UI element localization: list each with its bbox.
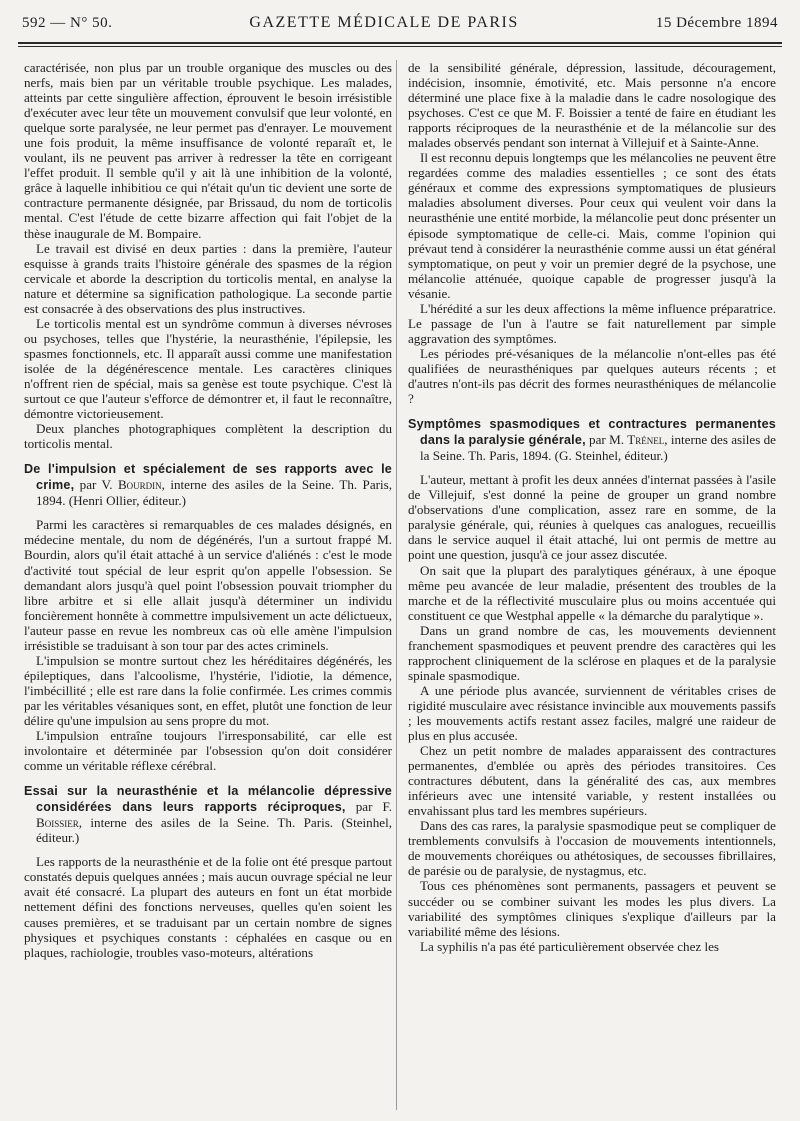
review-author: Boissier xyxy=(36,815,79,831)
paragraph: L'auteur, mettant à profit les deux années d'internat passées à l'asile de Villejuif, s'est donné la peine de grouper un grand nombre d'observations d'une complication, assez rare en somme, de la paralysie générale, qui, réunies à quelques cas analogues, recueillis dans le service auquel il était attaché, lui ont permis de mettre au point une question, jusqu'à ce jour assez discutée. xyxy=(408,472,776,563)
paragraph: Les rapports de la neurasthénie et de la folie ont été presque partout constatés depuis quelques années ; mais aucun ouvrage spécial ne leur avait été consacré. La plupart des auteurs en font un état morbide nettement défini des fonctions nerveuses, quelles qu'en soient les causes premières, et se traduisant par un certain nombre de signes physiques et psychiques constants : céphalées en casque ou en plaques, rachiologie, troubles vaso-moteurs, altérations xyxy=(24,854,392,960)
page-header xyxy=(22,14,778,36)
review-author: Trénel xyxy=(627,432,665,448)
paragraph: de la sensibilité générale, dépression, lassitude, découragement, indécision, insomnie, émotivité, etc. Mais personne n'a encore déterminé une place fixe à la maladie dans le cadre nosologique des psychoses. C'est ce que M. F. Boissier a tenté de faire en étudiant les rapports réciproques de la neurasthénie et de la mélancolie sur des malades observés pendant son internat à Villejuif et à Sainte-Anne. xyxy=(408,60,776,151)
paragraph: Chez un petit nombre de malades apparaissent des contractures permanentes, d'emblée ou après des périodes transitoires. Ces contractures débutent, dans la généralité des cas, aux membres inférieurs avec une intensité variable, y restent installées ou envahissant plus tard les membres supérieurs. xyxy=(408,743,776,819)
review-heading xyxy=(24,783,392,845)
paragraph: Tous ces phénomènes sont permanents, passagers et peuvent se succéder ou se combiner suivant les modes les plus divers. La variabilité des symptômes cliniques s'explique d'ailleurs par la variabilité même des lésions. xyxy=(408,878,776,939)
review-by: par F. xyxy=(345,799,392,815)
review-by: par M. xyxy=(585,432,628,448)
review-by: par V. xyxy=(74,477,118,493)
page-number: 592 — N° 50. xyxy=(22,15,113,31)
paragraph: On sait que la plupart des paralytiques généraux, à une époque même peu avancée de leur maladie, présentent des troubles de la marche et de la réflectivité musculaire plus ou moins accentuée qui constituent ce que Westphal appelle « la démarche du paralytique ». xyxy=(408,562,776,623)
review-entry xyxy=(24,783,392,960)
review-title: De l'impulsion et spécialement de ses rapports avec le crime, xyxy=(24,462,392,493)
paragraph: L'hérédité a sur les deux affections la même influence préparatrice. Le passage de l'un à l'autre se fait naturellement par simple aggravation des symptômes. xyxy=(408,300,776,346)
review-title: Symptômes spasmodiques et contractures permanentes dans la paralysie générale, xyxy=(408,417,776,448)
paragraph: Deux planches photographiques complètent la description du torticolis mental. xyxy=(24,421,392,452)
review-details: , interne des asiles de la Seine. Th. Paris. (Steinhel, éditeur.) xyxy=(36,815,392,846)
paragraph: L'impulsion se montre surtout chez les héréditaires dégénérés, les épileptiques, dans l'alcoolisme, l'hystérie, l'idiotie, la démence, l'imbécillité ; elle est rare dans la folie confirmée. Les crimes commis par les véritables vésaniques sont, en effet, plutôt une fonction de leur délire qu'une impulsion au sens propre du mot. xyxy=(24,652,392,728)
paragraph: Dans des cas rares, la paralysie spasmodique peut se compliquer de tremblements convulsifs à l'occasion de mouvements intentionnels, de mouvements choréiques ou athétosiques, de secousses fibrillaires, de parésie ou de paralysie, de nystagmus, etc. xyxy=(408,818,776,879)
paragraph: Le travail est divisé en deux parties : dans la première, l'auteur esquisse à grands traits l'histoire générale des spasmes de la région cervicale et aborde la description du torticolis mental, en analyse la nature et détermine sa signification pathologique. La seconde partie est consacrée à des observations des plus instructives. xyxy=(24,240,392,316)
review-entry xyxy=(24,461,392,773)
paragraph: Parmi les caractères si remarquables de ces malades désignés, en médecine mentale, du nom de dégénérés, l'un a surtout frappé M. Bourdin, alors qu'il était attaché à un service d'aliénés : c'est le mode d'activité tout spécial de leur esprit qu'on appelle l'obsession. Se demandant alors jusqu'à quel point l'obsession pouvait triompher du libre arbitre et si elle allait jusqu'à déterminer un individu foncièrement honnête à commettre impulsivement un acte délictueux, l'auteur passe en revue les nombreux cas où elle amène l'impulsion irrésistible se traduisant à son tour par des actes criminels. xyxy=(24,517,392,653)
paragraph: Dans un grand nombre de cas, les mouvements deviennent franchement spasmodiques et peuvent prendre des caractères qui les rapprochent cliniquement de la sclérose en plaques et de la paralysie spinale spasmodique. xyxy=(408,622,776,683)
paragraph: L'impulsion entraîne toujours l'irresponsabilité, car elle est involontaire et déterminée par l'obsession qu'on doit considérer comme un véritable réflexe cérébral. xyxy=(24,728,392,774)
paragraph: caractérisée, non plus par un trouble organique des muscles ou des nerfs, mais bien par un véritable trouble psychique. Les malades, atteints par cette singulière affection, éprouvent le besoin irrésistible d'exécuter avec leur tête un mouvement convulsif que leur volonté, en quelque sorte paralysée, ne leur permet pas d'enrayer. Le mouvement une fois produit, la même insuffisance de volonté reparaît et, le voulant, ils ne peuvent pas arriver à redresser la tête en corrigeant l'effet produit. Il semble qu'il y ait là une inhibition de la volonté, grâce à laquelle inhibitiou ce qui n'était qu'un tic devient une sorte de contracture permanente désignée, par Brissaud, du nom de torticolis mental. C'est l'étude de cette bizarre affection qui fait l'objet de la thèse inaugurale de M. Bompaire. xyxy=(24,60,392,241)
header-rule-thin xyxy=(18,46,782,47)
journal-title: GAZETTE MÉDICALE DE PARIS xyxy=(249,14,519,31)
review-entry xyxy=(408,416,776,954)
review-details: , interne des asiles de la Seine. Th. Paris, 1894. (G. Steinhel, éditeur.) xyxy=(420,432,776,464)
right-column xyxy=(408,60,776,1112)
review-author: Bourdin xyxy=(117,477,162,493)
column-divider xyxy=(396,60,397,1110)
review-details: , interne des asiles de la Seine. Th. Paris, 1894. (Henri Ollier, éditeur.) xyxy=(36,477,392,509)
review-heading xyxy=(24,461,392,508)
left-column xyxy=(24,60,392,1112)
paragraph: Il est reconnu depuis longtemps que les mélancolies ne peuvent être regardées comme des maladies essentielles ; ce sont des états généraux et comme des expressions symptomatiques de plusieurs maladies absolument diverses. Pour ceux qui veulent voir dans la neurasthénie une entité morbide, la mélancolie peut donc présenter un épisode symptomatique de celle-ci. Mais, comme l'opinion qui prévaut tend à considérer la neurasthénie comme aussi un état général symptomatique, on peut y voir un premier degré de la psychose, une mélancolie atténuée, quoique capable de progresser jusqu'à la vésanie. xyxy=(408,150,776,301)
header-rule xyxy=(18,42,782,44)
paragraph: La syphilis n'a pas été particulièrement observée chez les xyxy=(420,938,720,954)
paragraph: A une période plus avancée, surviennent de véritables crises de rigidité musculaire avec résistance invincible aux mouvements passifs ; les mouvements actifs restant assez faciles, malgré une raideur de plus en plus accusée. xyxy=(408,682,776,744)
review-title: Essai sur la neurasthénie et la mélancolie dépressive considérées dans leurs rapports réciproques, xyxy=(24,784,392,815)
review-heading xyxy=(408,416,776,463)
paragraph: Les périodes pré-vésaniques de la mélancolie n'ont-elles pas été qualifiées de neurasthéniques par quelques auteurs récents ; et d'autres n'ont-ils pas décrit des formes neurasthéniques de mélancolie ? xyxy=(408,345,776,407)
issue-date: 15 Décembre 1894 xyxy=(655,15,778,31)
paragraph: Le torticolis mental est un syndrôme commun à diverses névroses ou psychoses, telles que l'hystérie, la neurasthénie, l'épilepsie, les spasmes fonctionnels, etc. Il apparaît aussi comme une manifestation isolée de la dégénérescence mentale. Les caractères cliniques n'offrent rien de spécial, mais sa genèse est toute psychique. C'est là surtout ce que l'auteur s'efforce de démontrer et, il faut le reconnaître, démontre victorieusement. xyxy=(24,315,392,422)
